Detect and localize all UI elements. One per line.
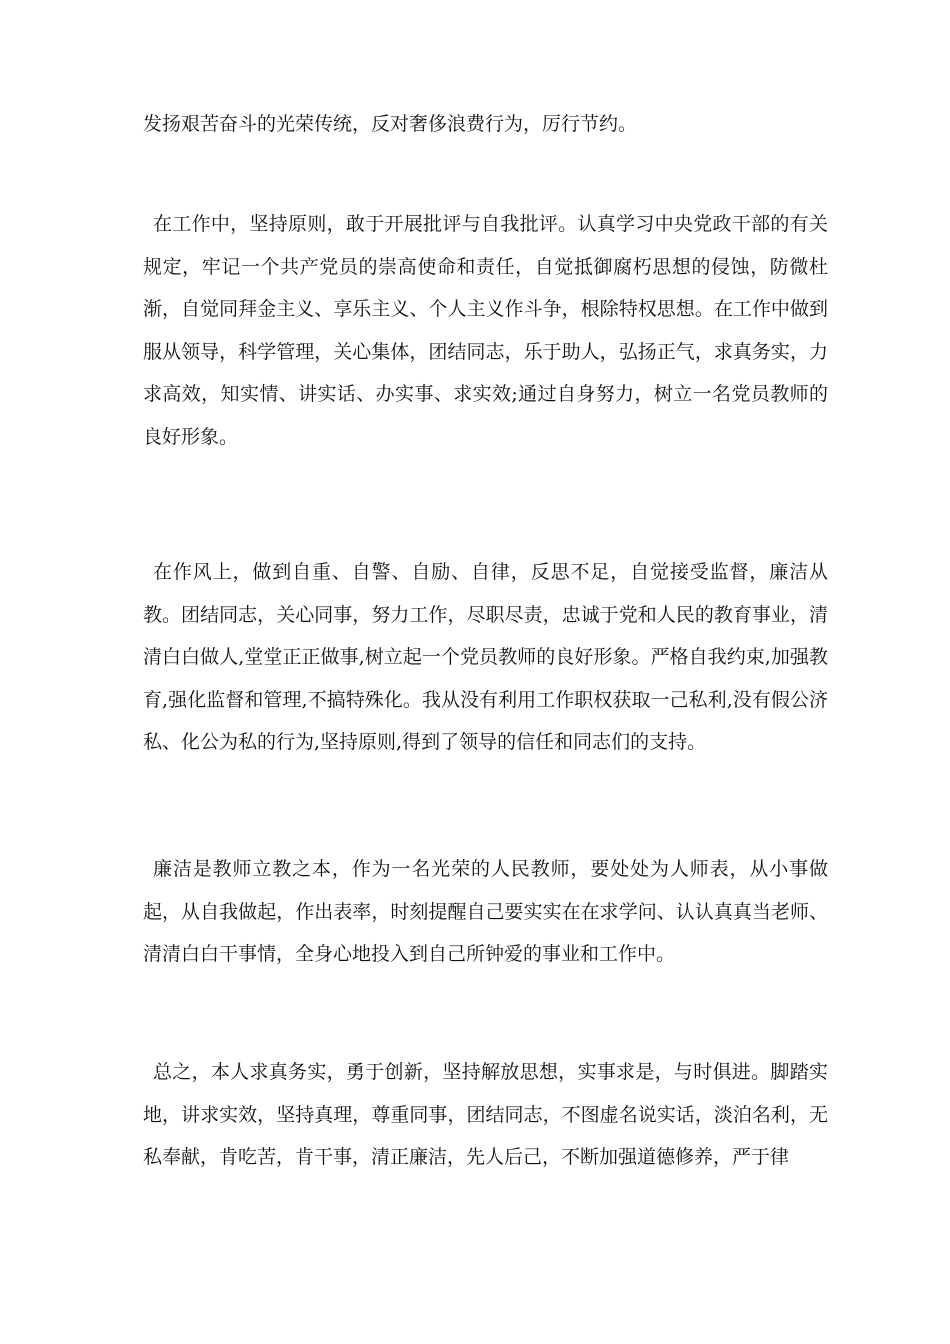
paragraph-integrity: 廉洁是教师立教之本，作为一名光荣的人民教师，要处处为人师表，从小事做起，从自我做起，作出表率，时刻提醒自己要实实在在求学问、认认真真当老师、清清白白干事情，全身心地投入到自己所钟爱的事业和工作中。 [143, 858, 828, 965]
paragraph-work-style: 在作风上，做到自重、自警、自励、自律，反思不足，自觉接受监督，廉洁从教。团结同志，关心同事，努力工作，尽职尽责，忠诚于党和人民的教育事业，清清白白做人,堂堂正正做事,树立起一个党员教师的良好形象。严格自我约束,加强教育,强化监督和管理,不搞特殊化。我从没有利用工作职权获取一己私利,没有假公济私、化公为私的行为,坚持原则,得到了领导的信任和同志们的支持。 [143, 561, 828, 753]
paragraph-summary: 总之，本人求真务实，勇于创新，坚持解放思想，实事求是，与时俱进。脚踏实地，讲求实效，坚持真理，尊重同事，团结同志，不图虚名说实话，淡泊名利，无私奉献，肯吃苦，肯干事，清正廉洁，先人后己，不断加强道德修养，严于律 [143, 1061, 828, 1168]
paragraph-frugality: 发扬艰苦奋斗的光荣传统，反对奢侈浪费行为，厉行节约。 [143, 113, 638, 135]
paragraph-work-principles: 在工作中，坚持原则，敢于开展批评与自我批评。认真学习中央党政干部的有关规定，牢记一个共产党员的崇高使命和责任，自觉抵御腐朽思想的侵蚀，防微杜渐，自觉同拜金主义、享乐主义、个人主义作斗争，根除特权思想。在工作中做到服从领导，科学管理，关心集体，团结同志，乐于助人，弘扬正气，求真务实，力求高效，知实情、讲实话、办实事、求实效;通过自身努力，树立一名党员教师的良好形象。 [143, 213, 828, 448]
